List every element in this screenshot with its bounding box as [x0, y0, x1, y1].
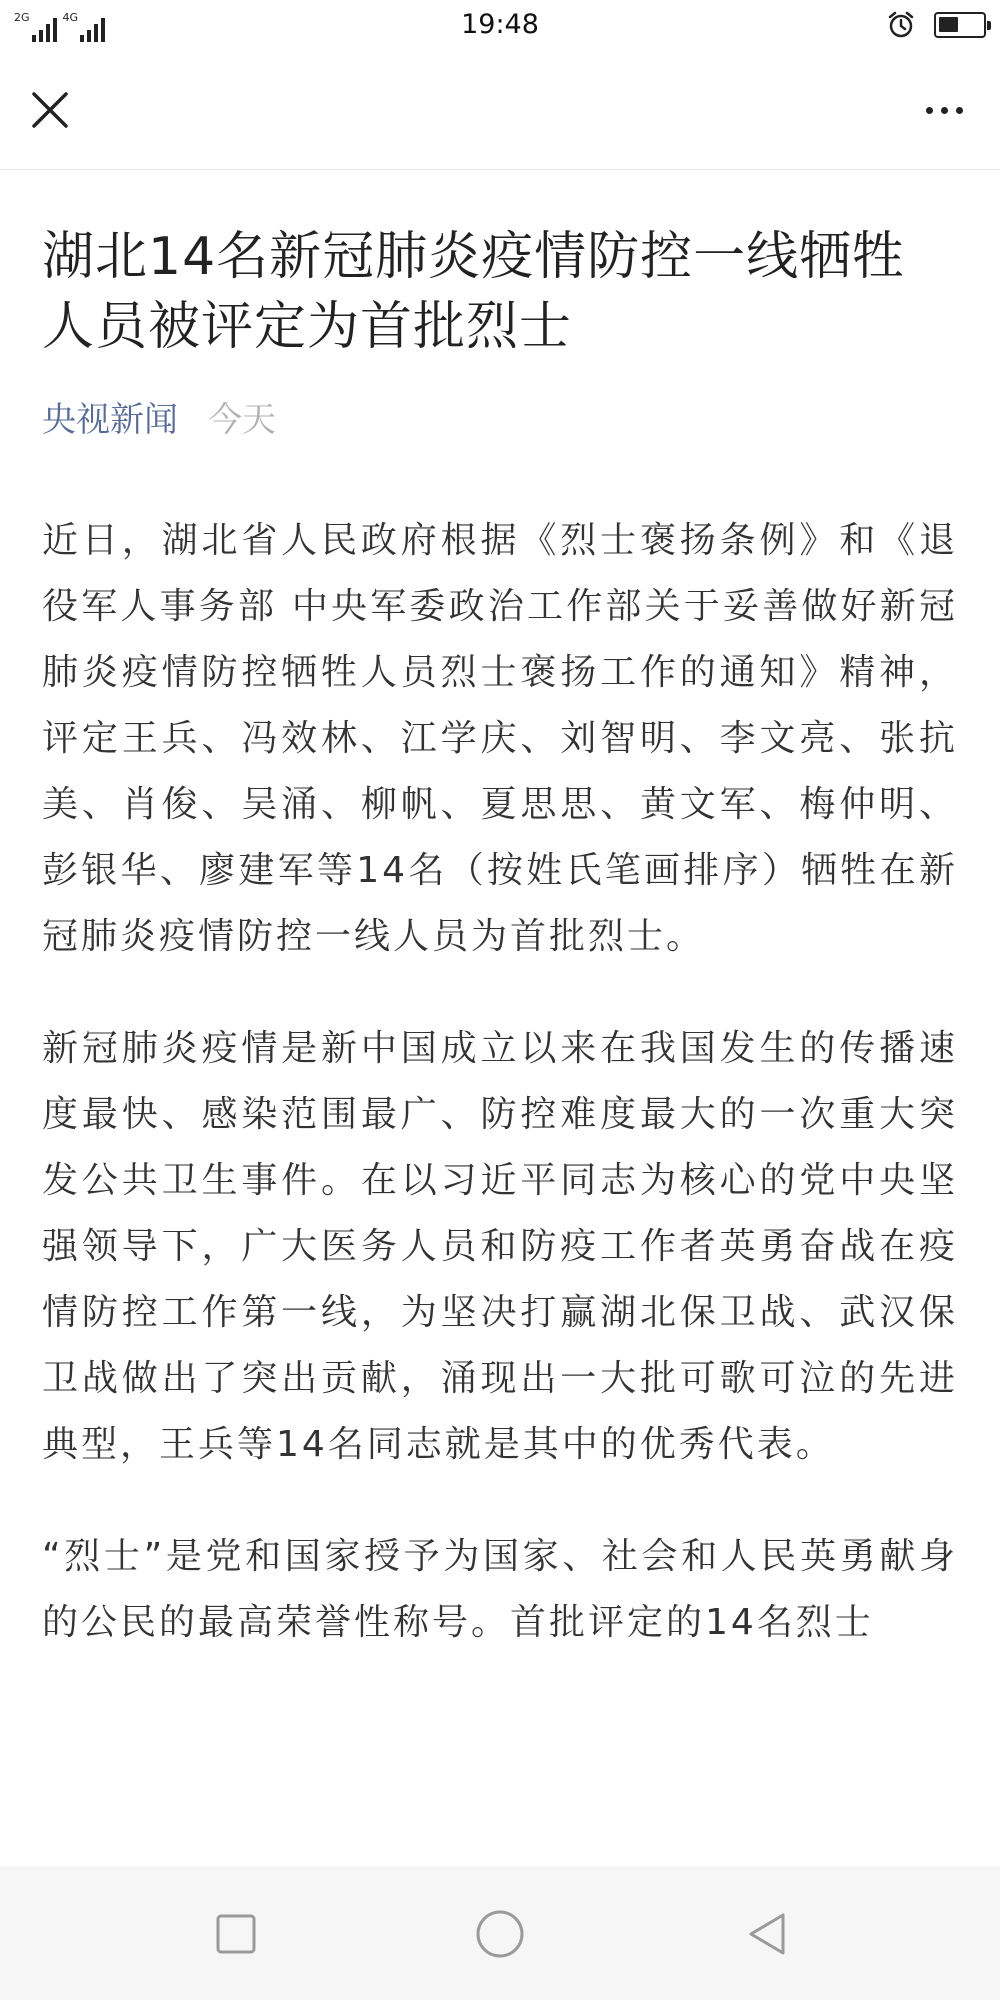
home-button[interactable] [470, 1904, 530, 1964]
battery-icon [934, 12, 986, 38]
status-time: 19:48 [461, 9, 539, 40]
article-paragraph: “烈士”是党和国家授予为国家、社会和人民英勇献身的公民的最高荣誉性称号。首批评定的14名烈士 [42, 1536, 958, 1643]
network-type-label-2: 4G [62, 11, 79, 24]
recent-apps-icon [215, 1913, 257, 1955]
close-button[interactable] [22, 82, 78, 138]
article-date: 今天 [208, 400, 276, 440]
status-bar [0, 0, 1000, 52]
article [42, 170, 958, 1702]
close-icon [30, 90, 70, 130]
system-nav-bar [0, 1866, 1000, 2000]
battery-fill [939, 17, 958, 32]
home-icon [474, 1908, 526, 1960]
network-type-label: 2G [14, 11, 30, 24]
nav-bar [0, 52, 1000, 170]
article-title: 湖北14名新冠肺炎疫情防控一线牺牲人员被评定为首批烈士 [42, 227, 906, 357]
back-button[interactable] [738, 1904, 798, 1964]
article-source-link[interactable]: 央视新闻 [42, 400, 178, 440]
recent-apps-button[interactable] [206, 1904, 266, 1964]
more-icon-dot [956, 107, 963, 114]
article-meta [42, 398, 958, 442]
more-icon-dot [941, 107, 948, 114]
article-paragraph: 近日，湖北省人民政府根据《烈士褒扬条例》和《退役军人事务部 中央军委政治工作部关于妥善做好新冠肺炎疫情防控牺牲人员烈士褒扬工作的通知》精神，评定王兵、冯效林、江学庆、刘智明、李文亮、张抗美、肖俊、吴涌、柳帆、夏思思、黄文军、梅仲明、彭银华、廖建军等14名（按姓氏笔画排序）牺牲在新冠肺炎疫情防控一线人员为首批烈士。 [42, 520, 958, 957]
article-paragraph: 新冠肺炎疫情是新中国成立以来在我国发生的传播速度最快、感染范围最广、防控难度最大的一次重大突发公共卫生事件。在以习近平同志为核心的党中央坚强领导下，广大医务人员和防疫工作者英勇奋战在疫情防控工作第一线，为坚决打赢湖北保卫战、武汉保卫战做出了突出贡献，涌现出一大批可歌可泣的先进典型，王兵等14名同志就是其中的优秀代表。 [42, 1028, 958, 1465]
alarm-icon [886, 10, 916, 40]
more-icon-dot [926, 107, 933, 114]
more-button[interactable] [912, 82, 976, 138]
back-icon [745, 1911, 791, 1957]
article-body [42, 508, 958, 1656]
